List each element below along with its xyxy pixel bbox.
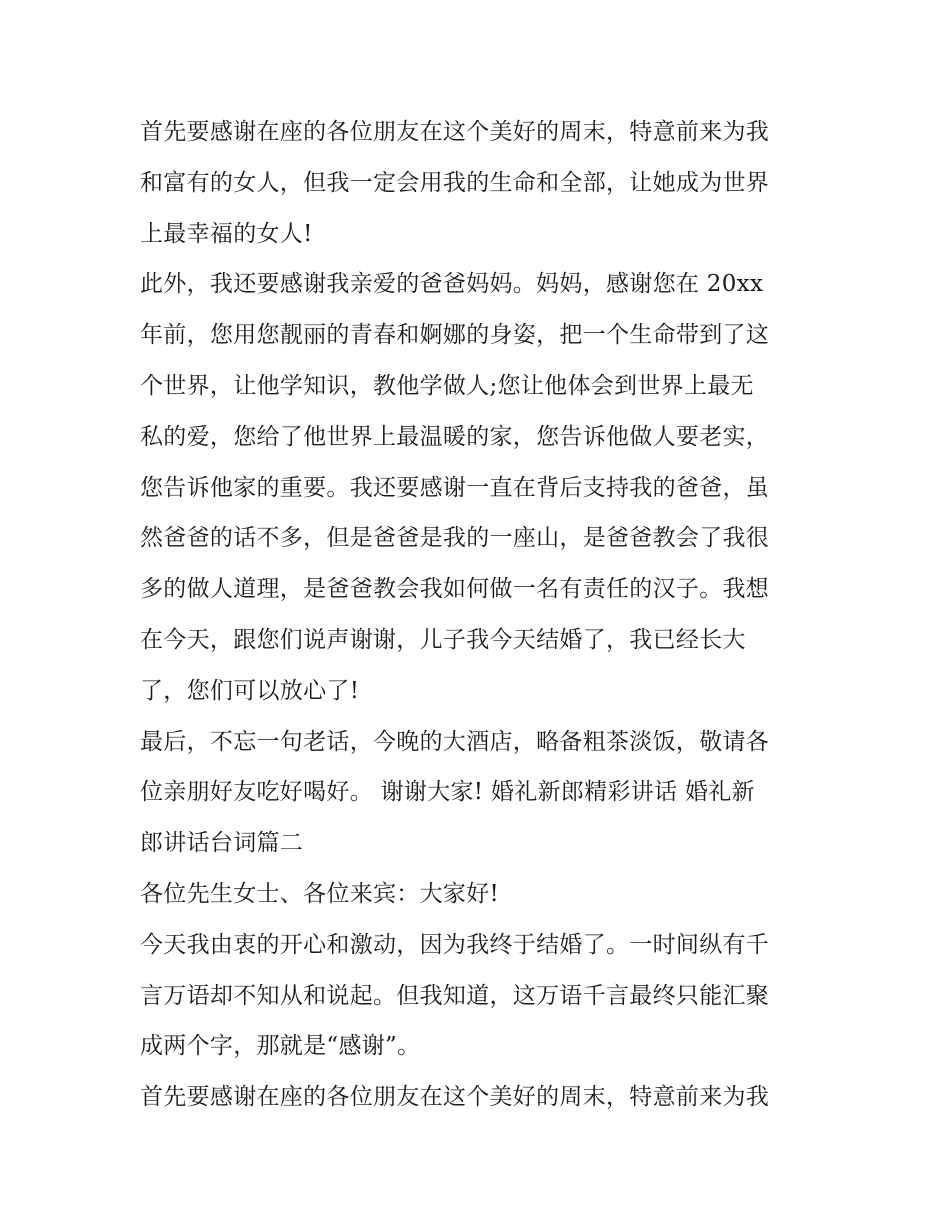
text-line-13: 最后，不忘一句老话，今晚的大酒店，略备粗茶淡饭，敬请各 (140, 728, 770, 755)
text-line-18: 言万语却不知从和说起。但我知道，这万语千言最终只能汇聚 (140, 982, 770, 1009)
text-line-3: 上最幸福的女人! (140, 220, 313, 247)
text-line-4: 此外，我还要感谢我亲爱的爸爸妈妈。妈妈，感谢您在 20xx (140, 271, 764, 298)
text-line-6: 个世界，让他学知识，教他学做人;您让他体会到世界上最无 (140, 372, 754, 399)
text-line-5: 年前，您用您靓丽的青春和婀娜的身姿，把一个生命带到了这 (140, 322, 770, 349)
text-line-15: 郎讲话台词篇二 (140, 830, 304, 857)
text-line-16: 各位先生女士、各位来宾：大家好! (140, 880, 500, 907)
text-line-11: 在今天，跟您们说声谢谢，儿子我今天结婚了，我已经长大 (140, 626, 746, 653)
text-line-14: 位亲朋好友吃好喝好。 谢谢大家! 婚礼新郎精彩讲话 婚礼新 (140, 779, 755, 806)
text-line-7: 私的爱，您给了他世界上最温暖的家，您告诉他做人要老实， (140, 423, 770, 450)
text-line-10: 多的做人道理，是爸爸教会我如何做一名有责任的汉子。我想 (140, 576, 770, 603)
document-page (140, 107, 820, 1123)
text-line-17: 今天我由衷的开心和激动，因为我终于结婚了。一时间纵有千 (140, 931, 770, 958)
text-line-20: 首先要感谢在座的各位朋友在这个美好的周末，特意前来为我 (140, 1084, 770, 1111)
text-line-1: 首先要感谢在座的各位朋友在这个美好的周末，特意前来为我 (140, 119, 770, 145)
text-line-12: 了，您们可以放心了! (140, 677, 360, 704)
text-line-8: 您告诉他家的重要。我还要感谢一直在背后支持我的爸爸，虽 (140, 474, 770, 501)
text-line-19: 成两个字，那就是“感谢”。 (140, 1033, 421, 1060)
text-line-9: 然爸爸的话不多，但是爸爸是我的一座山，是爸爸教会了我很 (140, 525, 770, 552)
text-line-2: 和富有的女人，但我一定会用我的生命和全部，让她成为世界 (140, 169, 770, 196)
